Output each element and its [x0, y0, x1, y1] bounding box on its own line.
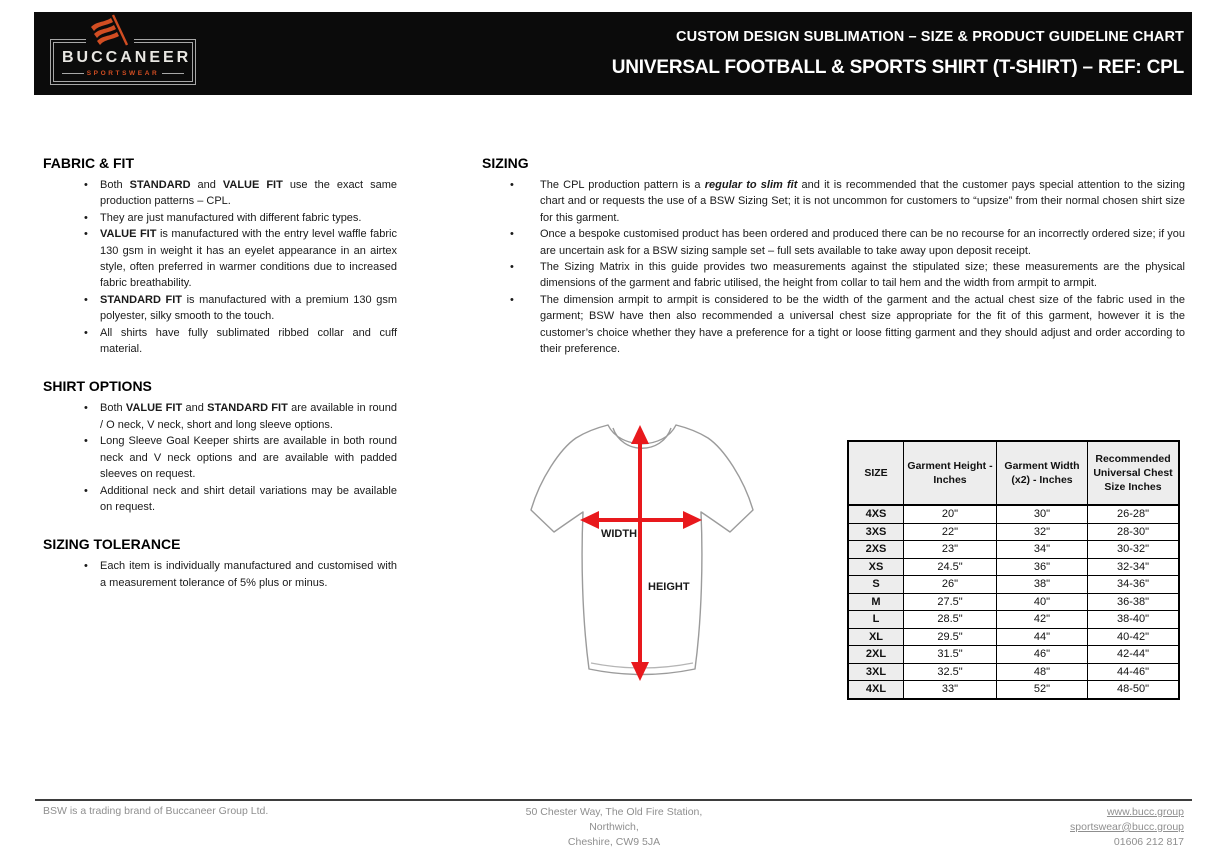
size-row — [848, 541, 1179, 559]
size-value-cell: 42-44" — [1088, 646, 1180, 664]
size-value-cell: 27.5" — [904, 593, 997, 611]
bullet-item: • Once a bespoke customised product has been ordered and produced there can be no recourse for an incorrectly ordered size; if you are uncertain ask for a BSW sizing sample set – full sets available to take away upon deposit receipt. — [482, 226, 1185, 259]
brand-name: BUCCANEER — [62, 49, 192, 66]
section-heading-shirt-options: SHIRT OPTIONS — [43, 378, 152, 395]
footer-address-line: Northwich, — [589, 820, 639, 833]
right-column — [482, 155, 1185, 357]
brand-logo — [50, 39, 196, 85]
bullet-item: • Each item is individually manufactured and customised with a measurement tolerance of 5% plus or minus. — [43, 558, 397, 591]
email-link[interactable]: sportswear@bucc.group — [1070, 820, 1184, 833]
website-link[interactable]: www.bucc.group — [1106, 806, 1184, 818]
size-label-cell: 3XS — [848, 523, 904, 541]
size-row — [848, 558, 1179, 576]
size-value-cell: 26-28" — [1088, 505, 1180, 523]
tshirt-outline-icon — [524, 417, 760, 698]
size-value-cell: 23" — [904, 541, 997, 559]
bullet-item: • All shirts have fully sublimated ribbed collar and cuff material. — [43, 325, 397, 358]
size-value-cell: 30" — [997, 505, 1088, 523]
size-value-cell: 48-50" — [1088, 681, 1180, 699]
size-label-cell: 4XL — [848, 681, 904, 699]
bullet-item: • They are just manufactured with different fabric types. — [43, 210, 397, 226]
size-table-header — [848, 441, 1179, 505]
size-value-cell: 33" — [904, 681, 997, 699]
size-value-cell: 38-40" — [1088, 611, 1180, 629]
sizing-tolerance-bullet-list — [43, 558, 397, 591]
size-row — [848, 646, 1179, 664]
section-heading-fabric-fit: FABRIC & FIT — [43, 155, 134, 171]
left-column — [43, 155, 397, 591]
size-value-cell: 26" — [904, 576, 997, 594]
size-value-cell: 28-30" — [1088, 523, 1180, 541]
brand-subtitle: SPORTSWEAR — [86, 70, 160, 77]
column-header: SIZE — [848, 441, 904, 505]
size-value-cell: 40" — [997, 593, 1088, 611]
size-value-cell: 22" — [904, 523, 997, 541]
document-title: CUSTOM DESIGN SUBLIMATION – SIZE & PRODUCT GUIDELINE CHART — [676, 28, 1184, 45]
size-label-cell: S — [848, 576, 904, 594]
size-value-cell: 30-32" — [1088, 541, 1180, 559]
size-row — [848, 593, 1179, 611]
size-value-cell: 29.5" — [904, 628, 997, 646]
size-value-cell: 32" — [997, 523, 1088, 541]
bullet-item: • Both STANDARD and VALUE FIT use the exact same production patterns – CPL. — [43, 177, 397, 210]
size-label-cell: M — [848, 593, 904, 611]
size-label-cell: L — [848, 611, 904, 629]
size-label-cell: XS — [848, 558, 904, 576]
footer-contact — [1070, 805, 1184, 849]
size-row — [848, 505, 1179, 523]
size-label-cell: 3XL — [848, 663, 904, 681]
size-row — [848, 663, 1179, 681]
column-header: Recommended Universal Chest Size Inches — [1088, 441, 1180, 505]
logo-divider — [162, 73, 184, 74]
size-row — [848, 523, 1179, 541]
size-row — [848, 681, 1179, 699]
size-value-cell: 36-38" — [1088, 593, 1180, 611]
size-value-cell: 48" — [997, 663, 1088, 681]
shirt-options-bullet-list — [43, 400, 397, 515]
footer-address-line: 50 Chester Way, The Old Fire Station, — [525, 806, 703, 818]
width-label: WIDTH — [600, 528, 638, 540]
shirt-measurement-diagram — [524, 417, 760, 698]
bullet-item: • The CPL production pattern is a regular to slim fit and it is recommended that the customer pays special attention to the sizing chart and or requests the use of a BSW Sizing Set; it is not uncommon for customers to “upsize” from their normal chosen shirt size for this garment. — [482, 177, 1185, 226]
bullet-item: • VALUE FIT is manufactured with the entry level waffle fabric 130 gsm in weight it has an eyelet appearance in an airtex style, often preferred in warmer conditions due to increased fabric breathability. — [43, 226, 397, 292]
size-table-body — [848, 505, 1179, 699]
size-value-cell: 20" — [904, 505, 997, 523]
size-label-cell: 4XS — [848, 505, 904, 523]
size-row — [848, 611, 1179, 629]
document-subtitle: UNIVERSAL FOOTBALL & SPORTS SHIRT (T-SHIRT) – REF: CPL — [611, 56, 1184, 78]
size-value-cell: 44-46" — [1088, 663, 1180, 681]
phone-number: 01606 212 817 — [1113, 835, 1184, 848]
size-value-cell: 38" — [997, 576, 1088, 594]
bullet-item: • Additional neck and shirt detail variations may be available on request. — [43, 483, 397, 516]
size-table — [847, 440, 1180, 700]
header-titles — [612, 12, 1184, 95]
size-label-cell: 2XL — [848, 646, 904, 664]
size-row — [848, 628, 1179, 646]
bullet-item: • Both VALUE FIT and STANDARD FIT are available in round / O neck, V neck, short and long sleeve options. — [43, 400, 397, 433]
sizing-bullet-list — [482, 177, 1185, 357]
footer-trading-note: BSW is a trading brand of Buccaneer Group Ltd. — [43, 805, 269, 817]
logo-divider — [62, 73, 84, 74]
bullet-item: • The dimension armpit to armpit is considered to be the width of the garment and the actual chest size of the fabric used in the garment; BSW have then also recommended a universal chest size appropriate for the fit of this garment, however it is the customer’s choice whether they have a preference for a tight or loose fitting garment and they should adjust and order according to their preference. — [482, 292, 1185, 358]
flag-icon — [86, 13, 134, 47]
footer-address-line: Cheshire, CW9 5JA — [567, 835, 661, 848]
header-bar — [34, 12, 1192, 95]
size-value-cell: 32-34" — [1088, 558, 1180, 576]
section-heading-sizing: SIZING — [482, 155, 529, 171]
section-heading-sizing-tolerance: SIZING TOLERANCE — [43, 536, 181, 553]
size-value-cell: 31.5" — [904, 646, 997, 664]
fabric-fit-bullet-list — [43, 177, 397, 357]
size-value-cell: 32.5" — [904, 663, 997, 681]
bullet-item: • Long Sleeve Goal Keeper shirts are available in both round neck and V neck options and are available with padded sleeves on request. — [43, 433, 397, 482]
footer-address — [414, 805, 814, 849]
size-value-cell: 44" — [997, 628, 1088, 646]
size-value-cell: 34" — [997, 541, 1088, 559]
size-value-cell: 36" — [997, 558, 1088, 576]
size-label-cell: 2XS — [848, 541, 904, 559]
size-value-cell: 24.5" — [904, 558, 997, 576]
footer-divider — [35, 799, 1192, 801]
column-header: Garment Width (x2) - Inches — [997, 441, 1088, 505]
size-value-cell: 52" — [997, 681, 1088, 699]
size-label-cell: XL — [848, 628, 904, 646]
bullet-item: • The Sizing Matrix in this guide provides two measurements against the stipulated size; these measurements are the physical dimensions of the garment and fabric utilised, the height from collar to tail hem and the width from armpit to armpit. — [482, 259, 1185, 292]
size-value-cell: 42" — [997, 611, 1088, 629]
bullet-item: • STANDARD FIT is manufactured with a premium 130 gsm polyester, silky smooth to the touch. — [43, 292, 397, 325]
size-value-cell: 46" — [997, 646, 1088, 664]
size-value-cell: 34-36" — [1088, 576, 1180, 594]
size-value-cell: 28.5" — [904, 611, 997, 629]
size-value-cell: 40-42" — [1088, 628, 1180, 646]
column-header: Garment Height - Inches — [904, 441, 997, 505]
height-label: HEIGHT — [648, 581, 690, 593]
size-row — [848, 576, 1179, 594]
